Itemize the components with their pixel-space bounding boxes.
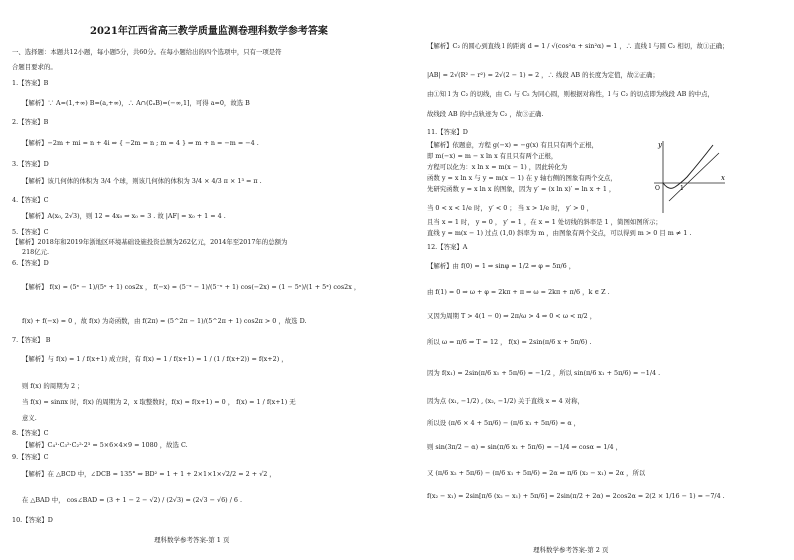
- answer-line: 又因为周期 T > 4(1 − 0) ⇒ 2π/ω > 4 ⇒ 0 < ω < π/2 ，: [427, 312, 597, 320]
- answer-line: 【解析】A(x₀, 2√3)，则 12 = 4x₀ ⇒ x₀ = 3 . 故 |AF| = x₀ + 1 = 4 .: [22, 212, 226, 220]
- answer-line: 在 △BAD 中， cos∠BAD = (3 + 1 − 2 − √2) / (2√3) = (2√3 − √6) / 6 .: [22, 496, 243, 504]
- graph-origin-label: O: [655, 185, 660, 192]
- answer-line: 7.【答案】 B: [12, 336, 51, 344]
- answer-line: 【解析】C₄¹·C₃²·C₂²·2³ = 5×6×4×9 = 1080 ，故选 C.: [22, 441, 188, 449]
- answer-page-2: [397, 0, 794, 560]
- answer-line: 合题目要求的。: [12, 63, 57, 71]
- answer-line: 直线 y = m(x − 1) 过点 (1,0) 斜率为 m ，由图象有两个交点，可以得到 m > 0 目 m ≠ 1 .: [427, 229, 692, 237]
- graph-x-label: x: [721, 174, 725, 182]
- answer-line: 当 f(x) = sinπx 时，f(x) 的周期为 2，x 取整数时，f(x) = f(x+1) = 0 ， f(x) = 1 / f(x+1) 无: [22, 398, 296, 406]
- tangent-line: [669, 153, 719, 201]
- answer-line: 由①知 l 为 C₂ 的切线，由 C₁ 与 C₂ 为同心圆，则根据对称性，l 与 C₂ 的切点即为线段 AB 的中点，: [427, 90, 714, 98]
- xlnx-graph: [649, 137, 729, 217]
- answer-line: 3.【答案】D: [12, 160, 49, 168]
- answer-line: 意义.: [22, 414, 37, 422]
- answer-line: 11.【答案】D: [427, 128, 468, 136]
- answer-line: 1.【答案】B: [12, 79, 49, 87]
- answer-line: 6.【答案】D: [12, 259, 49, 267]
- answer-line: 【解析】由 f(0) = 1 ⇒ sinφ = 1/2 ⇒ φ = 5π/6 ，: [427, 262, 576, 270]
- answer-line: 【解析】C₂ 的圆心到直线 l 的距离 d = 1 / √(cos²α + sin²α) = 1 ，∴ 直线 l 与圆 C₂ 相切，故①正确；: [427, 42, 729, 50]
- answer-line: 则 sin(3π/2 − α) = sin(π/6 x₁ + 5π/6) = −1/4 ⇒ cosα = 1/4 ，: [427, 443, 623, 451]
- page-1-footer: 理科数学参考答案-第 1 页: [154, 536, 230, 544]
- answer-line: 8.【答案】C: [12, 429, 49, 437]
- answer-line: 因为 f(x₁) = 2sin(π/6 x₁ + 5π/6) = −1/2 ，所以 sin(π/6 x₁ + 5π/6) = −1/4 .: [427, 369, 661, 377]
- answer-line: 方程可以化为：x ln x = m(x − 1) ，因此转化为: [427, 163, 568, 171]
- page-2-footer: 理科数学参考答案-第 2 页: [533, 546, 609, 554]
- answer-line: |AB| = 2√(R² − r²) = 2√(2 − 1) = 2 ，∴ 线段 AB 的长度为定值，故②正确；: [427, 71, 659, 79]
- answer-line: 所以 ω = π/6 ⇒ T = 12 ， f(x) = 2sin(π/6 x + 5π/6) .: [427, 338, 592, 346]
- answer-line: 【解析】∵ A=(1,+∞) B=(a,+∞)，∴ A∩(∁ᵤB)=(−∞,1]，可得 a=0，故选 B: [22, 99, 250, 107]
- answer-line: 4.【答案】C: [12, 196, 49, 204]
- answer-line: 当 0 < x < 1/e 时， y′ < 0 ； 当 x > 1/e 时， y′ > 0 ，: [427, 204, 594, 212]
- answer-line: 所以设 (π/6 × 4 + 5π/6) − (π/6 x₁ + 5π/6) = α ，: [427, 419, 581, 427]
- answer-line: f(x) + f(−x) = 0 ，故 f(x) 为奇函数，由 f(2π) = (5^2π − 1)/(5^2π + 1) cos2π > 0 ，故选 D.: [22, 317, 307, 325]
- graph-tick-1: 1: [680, 185, 684, 192]
- answer-line: 【解析】在 △BCD 中，∠DCB = 135° ⇒ BD² = 1 + 1 + 2×1×1×√2/2 = 2 + √2 ，: [22, 470, 276, 478]
- answer-line: 故线段 AB 的中点轨迹为 C₂ ，故③正确.: [427, 110, 544, 118]
- answer-line: 【解析】 f(x) = (5ˣ − 1)/(5ˣ + 1) cos2x ， f(−x) = (5⁻ˣ − 1)/(5⁻ˣ + 1) cos(−2x) = (1 − 5ˣ)/(1 + 5ˣ) cos2x ，: [22, 283, 361, 291]
- graph-y-label: y: [658, 141, 662, 149]
- answer-line: 【解析】2018年和2019年浙地区环境基础设施投资总额为262亿元，2014年至2017年的总额为: [12, 238, 288, 246]
- answer-line: 10.【答案】D: [12, 516, 53, 524]
- answer-line: 由 f(1) = 0 ⇒ ω + φ = 2kπ + π ⇒ ω = 2kπ + π/6 ，k ∈ Z .: [427, 288, 610, 296]
- answer-line: 且当 x = 1 时， y = 0 ， y′ = 1 ，在 x = 1 处切线的斜率是 1 ，简图如图所示；: [427, 218, 662, 226]
- curve-xlnx: [663, 145, 713, 188]
- answer-line: 【解析】该几何体的体积为 3/4 个球，则该几何体的体积为 3/4 × 4/3 π × 1³ = π .: [22, 177, 262, 185]
- answer-line: 一、选择题：本题共12小题，每小题5分，共60分。在每小题给出的四个选项中，只有一项是符: [12, 48, 282, 56]
- answer-line: 【解析】与 f(x) = 1 / f(x+1) 成立时，有 f(x) = 1 / f(x+1) = 1 / (1 / f(x+2)) = f(x+2) ，: [22, 355, 288, 363]
- document-title: 2021年江西省高三教学质量监测卷理科数学参考答案: [90, 26, 328, 37]
- answer-line: 又 (π/6 x₂ + 5π/6) − (π/6 x₁ + 5π/6) = 2α ⇒ π/6 (x₂ − x₁) = 2α ，所以: [427, 469, 646, 477]
- answer-line: 则 f(x) 的周期为 2 ；: [22, 382, 84, 390]
- answer-line: 218亿元.: [22, 248, 50, 256]
- answer-line: 即 m(−x) = m − x ln x 有且只有两个正根，: [427, 152, 558, 160]
- answer-line: 12.【答案】A: [427, 243, 468, 251]
- answer-line: 5.【答案】C: [12, 228, 49, 236]
- answer-line: 2.【答案】B: [12, 118, 49, 126]
- answer-line: 因为点 (x₁, −1/2) , (x₂, −1/2) 关于直线 x = 4 对称，: [427, 397, 584, 405]
- answer-line: 【解析】−2m + mi = n + 4i ⇒ { −2m = n ; m = 4 } ⇒ m + n = −m = −4 .: [22, 139, 259, 147]
- answer-line: 函数 y = x ln x 与 y = m(x − 1) 在 y 轴右侧的图象有两个交点，: [427, 174, 617, 182]
- answer-line: 先研究函数 y = x ln x 的图象，因为 y′ = (x ln x)′ = ln x + 1 ，: [427, 185, 616, 193]
- answer-line: 【解析】依题意，方程 g(−x) = −g(x) 有且只有两个正根，: [427, 141, 598, 149]
- answer-line: f(x₂ − x₁) = 2sin[π/6 (x₂ − x₁) + 5π/6] = 2sin(π/2 + 2α) = 2cos2α = 2(2 × 1/16 − 1) = −7/4 .: [427, 492, 725, 500]
- answer-line: 9.【答案】C: [12, 453, 49, 461]
